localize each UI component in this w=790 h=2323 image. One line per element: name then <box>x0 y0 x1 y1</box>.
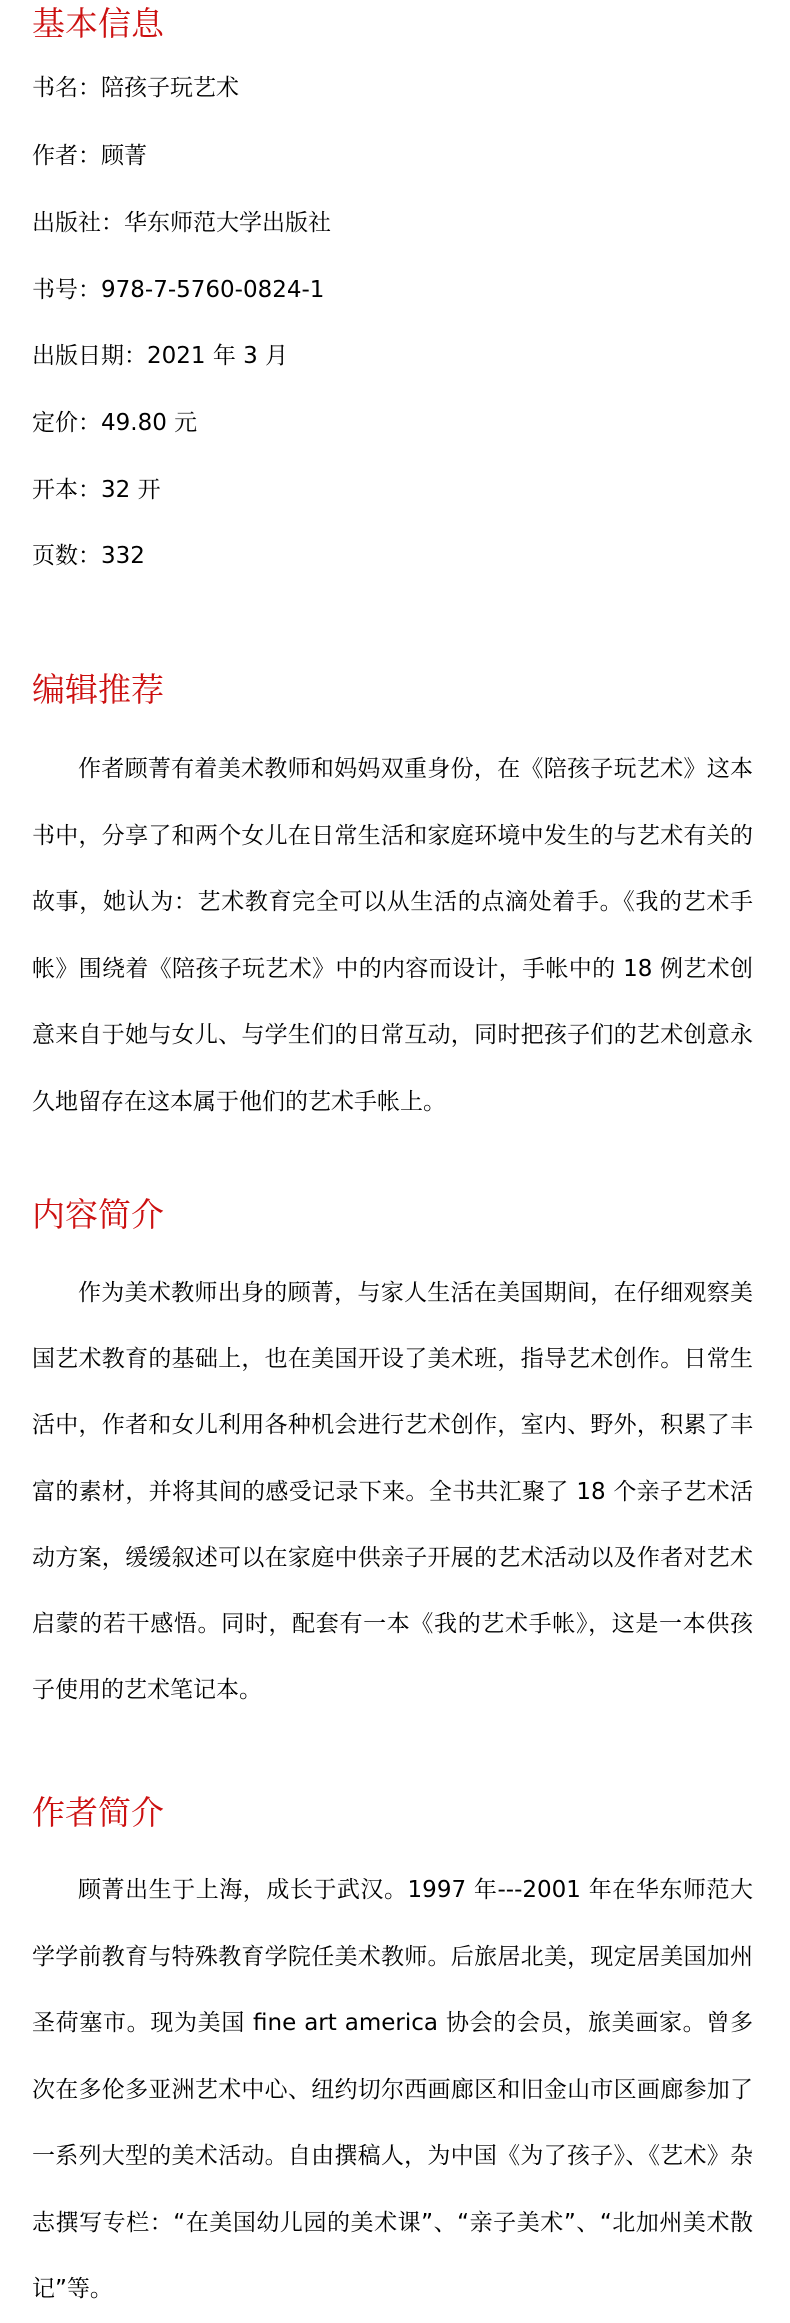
editor-recommendation-text: 作者顾菁有着美术教师和妈妈双重身份，在《陪孩子玩艺术》这本书中，分享了和两个女儿在日常生活和家庭环境中发生的与艺术有关的故事，她认为：艺术教育完全可以从生活的点滴处着手。《我的艺术手帐》围绕着《陪孩子玩艺术》中的内容而设计，手帐中的 18 例艺术创意来自于她与女儿、与学生们的日常互动，同时把孩子们的艺术创意永久地留存在这本属于他们的艺术手帐上。 <box>32 756 753 1115</box>
author-intro-text: 顾菁出生于上海，成长于武汉。1997 年---2001 年在华东师范大学学前教育与特殊教育学院任美术教师。后旅居北美，现定居美国加州圣荷塞市。现为美国 fine art america 协会的会员，旅美画家。曾多次在多伦多亚洲艺术中心、纽约切尔西画廊区和旧金山市区画廊参加了一系列大型的美术活动。自由撰稿人，为中国《为了孩子》、《艺术》杂志撰写专栏：“在美国幼儿园的美术课”、“亲子美术”、“北加州美术散记”等。 <box>32 1877 753 2302</box>
pub-date-line: 出版日期：2021 年 3 月 <box>32 343 289 369</box>
isbn-line: 书号：978-7-5760-0824-1 <box>32 277 325 303</box>
book-name-line: 书名：陪孩子玩艺术 <box>32 75 239 101</box>
format-line: 开本：32 开 <box>32 477 161 503</box>
publisher-line: 出版社：华东师范大学出版社 <box>32 210 331 236</box>
section-title-content-summary: 内容简介 <box>32 1195 164 1234</box>
pages-line: 页数：332 <box>32 543 145 569</box>
price-line: 定价：49.80 元 <box>32 410 198 436</box>
section-title-basic-info: 基本信息 <box>32 4 164 43</box>
section-title-editor-recommendation: 编辑推荐 <box>32 670 164 709</box>
author-line: 作者：顾菁 <box>32 143 147 169</box>
content-summary-text: 作为美术教师出身的顾菁，与家人生活在美国期间，在仔细观察美国艺术教育的基础上，也在美国开设了美术班，指导艺术创作。日常生活中，作者和女儿利用各种机会进行艺术创作，室内、野外，积累了丰富的素材，并将其间的感受记录下来。全书共汇聚了 18 个亲子艺术活动方案，缓缓叙述可以在家庭中供亲子开展的艺术活动以及作者对艺术启蒙的若干感悟。同时，配套有一本《我的艺术手帐》，这是一本供孩子使用的艺术笔记本。 <box>32 1280 753 1704</box>
section-title-author-intro: 作者简介 <box>32 1793 164 1832</box>
